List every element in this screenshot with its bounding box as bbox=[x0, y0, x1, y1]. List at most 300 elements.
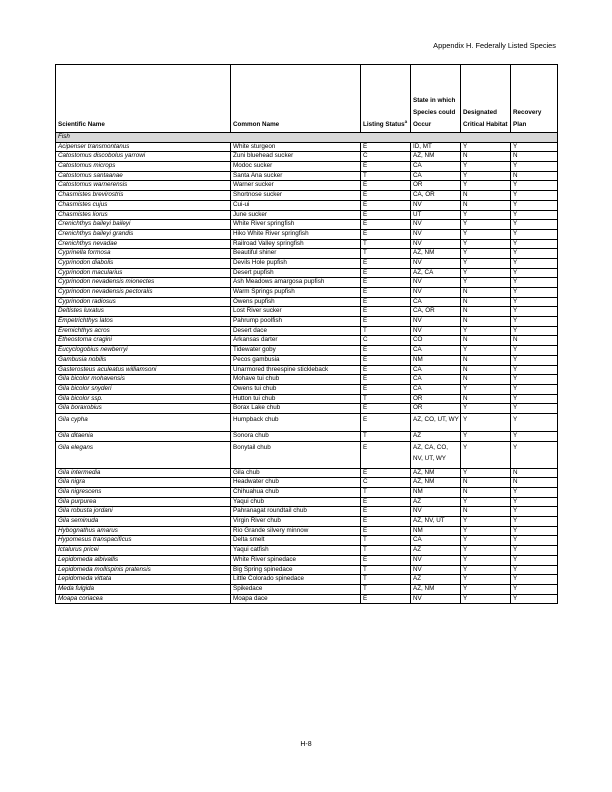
table-row bbox=[56, 384, 558, 394]
state-cell: CA, OR bbox=[411, 191, 461, 201]
table-row bbox=[56, 365, 558, 375]
common-name-cell: Beautiful shiner bbox=[231, 249, 361, 259]
listing-status-cell: E bbox=[361, 220, 411, 230]
state-cell: CA bbox=[411, 162, 461, 172]
listing-status-cell: T bbox=[361, 249, 411, 259]
table-row bbox=[56, 546, 558, 556]
listing-status-cell: E bbox=[361, 297, 411, 307]
common-name-cell: Borax Lake chub bbox=[231, 404, 361, 414]
state-cell: AZ, NM bbox=[411, 478, 461, 488]
critical-habitat-cell: Y bbox=[461, 258, 511, 268]
common-name-cell: Unarmored threespine stickleback bbox=[231, 365, 361, 375]
scientific-name-cell: Cyprinodon radiosus bbox=[56, 297, 231, 307]
recovery-plan-cell: Y bbox=[511, 239, 558, 249]
common-name-cell: Hiko White River springfish bbox=[231, 229, 361, 239]
scientific-name-cell: Meda fulgida bbox=[56, 584, 231, 594]
recovery-plan-cell: Y bbox=[511, 365, 558, 375]
scientific-name-cell: Gila robusta jordani bbox=[56, 507, 231, 517]
scientific-name-cell: Hybognathus amarus bbox=[56, 526, 231, 536]
recovery-plan-cell: Y bbox=[511, 142, 558, 152]
critical-habitat-cell: N bbox=[461, 478, 511, 488]
critical-habitat-cell: N bbox=[461, 191, 511, 201]
critical-habitat-cell: Y bbox=[461, 431, 511, 441]
common-name-cell: Moapa dace bbox=[231, 594, 361, 604]
listing-status-cell: E bbox=[361, 268, 411, 278]
listing-status-cell: T bbox=[361, 431, 411, 441]
table-row bbox=[56, 565, 558, 575]
table-row bbox=[56, 152, 558, 162]
recovery-plan-cell: Y bbox=[511, 191, 558, 201]
table-row bbox=[56, 394, 558, 404]
critical-habitat-cell: N bbox=[461, 336, 511, 346]
state-cell: AZ bbox=[411, 497, 461, 507]
listing-status-cell: T bbox=[361, 394, 411, 404]
recovery-plan-cell: Y bbox=[511, 488, 558, 498]
col-common-name: Common Name bbox=[231, 65, 361, 133]
state-cell: NV bbox=[411, 239, 461, 249]
common-name-cell: Humpback chub bbox=[231, 413, 361, 431]
critical-habitat-cell: N bbox=[461, 355, 511, 365]
critical-habitat-cell: N bbox=[461, 488, 511, 498]
scientific-name-cell: Chasmistes cujus bbox=[56, 200, 231, 210]
state-cell: AZ, CA bbox=[411, 268, 461, 278]
common-name-cell: Rio Grande silvery minnow bbox=[231, 526, 361, 536]
recovery-plan-cell: Y bbox=[511, 497, 558, 507]
listing-status-cell: E bbox=[361, 468, 411, 478]
scientific-name-cell: Gasterosteus aculeatus williamsoni bbox=[56, 365, 231, 375]
state-cell: AZ, NV, UT bbox=[411, 517, 461, 527]
header-row bbox=[56, 65, 558, 133]
state-cell: NV bbox=[411, 594, 461, 604]
common-name-cell: Gila chub bbox=[231, 468, 361, 478]
state-cell: AZ, NM bbox=[411, 152, 461, 162]
col-critical-habitat: Designated Critical Habitat bbox=[461, 65, 511, 133]
listing-status-cell: E bbox=[361, 278, 411, 288]
scientific-name-cell: Catostomus santaanae bbox=[56, 171, 231, 181]
recovery-plan-cell: Y bbox=[511, 413, 558, 431]
table-row bbox=[56, 288, 558, 298]
table-row bbox=[56, 142, 558, 152]
recovery-plan-cell: N bbox=[511, 478, 558, 488]
critical-habitat-cell: Y bbox=[461, 220, 511, 230]
common-name-cell: Hutton tui chub bbox=[231, 394, 361, 404]
state-cell: NV bbox=[411, 317, 461, 327]
scientific-name-cell: Gila seminuda bbox=[56, 517, 231, 527]
table-row bbox=[56, 258, 558, 268]
recovery-plan-cell: Y bbox=[511, 394, 558, 404]
scientific-name-cell: Gila intermedia bbox=[56, 468, 231, 478]
listing-status-cell: E bbox=[361, 181, 411, 191]
critical-habitat-cell: Y bbox=[461, 575, 511, 585]
table-row bbox=[56, 249, 558, 259]
listing-status-cell: E bbox=[361, 142, 411, 152]
state-cell: NV bbox=[411, 326, 461, 336]
table-row bbox=[56, 317, 558, 327]
scientific-name-cell: Gila bicolor mohavensis bbox=[56, 375, 231, 385]
table-row bbox=[56, 478, 558, 488]
listing-status-cell: E bbox=[361, 555, 411, 565]
scientific-name-cell: Etheostoma cragini bbox=[56, 336, 231, 346]
recovery-plan-cell: Y bbox=[511, 441, 558, 468]
table-row bbox=[56, 181, 558, 191]
listing-status-cell: E bbox=[361, 441, 411, 468]
scientific-name-cell: Chasmistes brevirostris bbox=[56, 191, 231, 201]
table-row bbox=[56, 441, 558, 468]
critical-habitat-cell: N bbox=[461, 200, 511, 210]
state-cell: NV bbox=[411, 555, 461, 565]
critical-habitat-cell: Y bbox=[461, 142, 511, 152]
common-name-cell: Warner sucker bbox=[231, 181, 361, 191]
common-name-cell: Little Colorado spinedace bbox=[231, 575, 361, 585]
table-row bbox=[56, 278, 558, 288]
listing-status-cell: E bbox=[361, 288, 411, 298]
common-name-cell: Sonora chub bbox=[231, 431, 361, 441]
table-row bbox=[56, 536, 558, 546]
state-cell: AZ, CO, UT, WY bbox=[411, 413, 461, 431]
common-name-cell: Pecos gambusia bbox=[231, 355, 361, 365]
state-cell: CA bbox=[411, 536, 461, 546]
scientific-name-cell: Crenichthys baileyi grandis bbox=[56, 229, 231, 239]
recovery-plan-cell: Y bbox=[511, 288, 558, 298]
state-cell: OR bbox=[411, 404, 461, 414]
recovery-plan-cell: Y bbox=[511, 575, 558, 585]
table-row bbox=[56, 555, 558, 565]
table-row bbox=[56, 326, 558, 336]
listing-status-cell: E bbox=[361, 594, 411, 604]
scientific-name-cell: Gila ditaenia bbox=[56, 431, 231, 441]
scientific-name-cell: Empetrichthys latos bbox=[56, 317, 231, 327]
state-cell: CA bbox=[411, 365, 461, 375]
recovery-plan-cell: Y bbox=[511, 431, 558, 441]
listing-status-cell: T bbox=[361, 584, 411, 594]
common-name-cell: Owens pupfish bbox=[231, 297, 361, 307]
listing-status-cell: E bbox=[361, 162, 411, 172]
table-row bbox=[56, 171, 558, 181]
table-row bbox=[56, 488, 558, 498]
scientific-name-cell: Acipenser transmontanus bbox=[56, 142, 231, 152]
recovery-plan-cell: Y bbox=[511, 278, 558, 288]
listing-status-cell: E bbox=[361, 517, 411, 527]
critical-habitat-cell: Y bbox=[461, 278, 511, 288]
state-cell: AZ bbox=[411, 546, 461, 556]
state-cell: CA bbox=[411, 171, 461, 181]
critical-habitat-cell: Y bbox=[461, 249, 511, 259]
table-row bbox=[56, 594, 558, 604]
recovery-plan-cell: N bbox=[511, 152, 558, 162]
scientific-name-cell: Cyprinodon diabolis bbox=[56, 258, 231, 268]
common-name-cell: Yaqui catfish bbox=[231, 546, 361, 556]
critical-habitat-cell: Y bbox=[461, 565, 511, 575]
common-name-cell: Spikedace bbox=[231, 584, 361, 594]
table-row bbox=[56, 200, 558, 210]
critical-habitat-cell: Y bbox=[461, 546, 511, 556]
scientific-name-cell: Cyprinella formosa bbox=[56, 249, 231, 259]
critical-habitat-cell: Y bbox=[461, 584, 511, 594]
recovery-plan-cell: Y bbox=[511, 355, 558, 365]
scientific-name-cell: Lepidomeda albivallis bbox=[56, 555, 231, 565]
state-cell: CA bbox=[411, 297, 461, 307]
common-name-cell: Headwater chub bbox=[231, 478, 361, 488]
recovery-plan-cell: Y bbox=[511, 375, 558, 385]
scientific-name-cell: Catostomus microps bbox=[56, 162, 231, 172]
table-row bbox=[56, 526, 558, 536]
critical-habitat-cell: N bbox=[461, 307, 511, 317]
common-name-cell: Pahrump poolfish bbox=[231, 317, 361, 327]
listing-status-cell: E bbox=[361, 258, 411, 268]
state-cell: AZ, NM bbox=[411, 584, 461, 594]
listing-status-cell: E bbox=[361, 191, 411, 201]
recovery-plan-cell: Y bbox=[511, 594, 558, 604]
recovery-plan-cell: Y bbox=[511, 536, 558, 546]
common-name-cell: Pahranagat roundtail chub bbox=[231, 507, 361, 517]
critical-habitat-cell: Y bbox=[461, 346, 511, 356]
common-name-cell: Ash Meadows amargosa pupfish bbox=[231, 278, 361, 288]
critical-habitat-cell: Y bbox=[461, 497, 511, 507]
listing-status-cell: E bbox=[361, 404, 411, 414]
state-cell: NV bbox=[411, 288, 461, 298]
recovery-plan-cell: Y bbox=[511, 200, 558, 210]
state-cell: CA bbox=[411, 384, 461, 394]
group-row-fish bbox=[56, 133, 558, 143]
recovery-plan-cell: Y bbox=[511, 258, 558, 268]
species-table bbox=[55, 64, 558, 604]
listing-status-cell: E bbox=[361, 375, 411, 385]
critical-habitat-cell: N bbox=[461, 365, 511, 375]
recovery-plan-cell: Y bbox=[511, 546, 558, 556]
critical-habitat-cell: Y bbox=[461, 594, 511, 604]
recovery-plan-cell: Y bbox=[511, 517, 558, 527]
state-cell: NV bbox=[411, 200, 461, 210]
listing-status-cell: C bbox=[361, 478, 411, 488]
state-cell: NM bbox=[411, 526, 461, 536]
running-header: Appendix H. Federally Listed Species bbox=[433, 41, 556, 50]
recovery-plan-cell: Y bbox=[511, 297, 558, 307]
critical-habitat-cell: Y bbox=[461, 181, 511, 191]
state-cell: OR bbox=[411, 181, 461, 191]
table-row bbox=[56, 497, 558, 507]
critical-habitat-cell: Y bbox=[461, 326, 511, 336]
group-label: Fish bbox=[56, 133, 558, 143]
table-row bbox=[56, 268, 558, 278]
critical-habitat-cell: Y bbox=[461, 526, 511, 536]
scientific-name-cell: Crenichthys nevadae bbox=[56, 239, 231, 249]
scientific-name-cell: Gila purpurea bbox=[56, 497, 231, 507]
scientific-name-cell: Eucyclogobius newberryi bbox=[56, 346, 231, 356]
state-cell: NV bbox=[411, 220, 461, 230]
listing-status-cell: E bbox=[361, 317, 411, 327]
critical-habitat-cell: Y bbox=[461, 229, 511, 239]
recovery-plan-cell: Y bbox=[511, 346, 558, 356]
recovery-plan-cell: Y bbox=[511, 220, 558, 230]
table-row bbox=[56, 584, 558, 594]
listing-status-cell: E bbox=[361, 497, 411, 507]
critical-habitat-cell: Y bbox=[461, 268, 511, 278]
common-name-cell: Desert dace bbox=[231, 326, 361, 336]
listing-status-cell: T bbox=[361, 239, 411, 249]
critical-habitat-cell: N bbox=[461, 152, 511, 162]
state-cell: NM bbox=[411, 488, 461, 498]
scientific-name-cell: Cyprinodon nevadensis pectoralis bbox=[56, 288, 231, 298]
recovery-plan-cell: N bbox=[511, 468, 558, 478]
scientific-name-cell: Gila bicolor ssp. bbox=[56, 394, 231, 404]
common-name-cell: White sturgeon bbox=[231, 142, 361, 152]
listing-status-cell: T bbox=[361, 171, 411, 181]
common-name-cell: Shortnose sucker bbox=[231, 191, 361, 201]
critical-habitat-cell: N bbox=[461, 394, 511, 404]
listing-status-cell: E bbox=[361, 507, 411, 517]
col-scientific-name: Scientific Name bbox=[56, 65, 231, 133]
listing-status-cell: T bbox=[361, 326, 411, 336]
table-row bbox=[56, 404, 558, 414]
table-row bbox=[56, 413, 558, 431]
common-name-cell: Modoc sucker bbox=[231, 162, 361, 172]
common-name-cell: Virgin River chub bbox=[231, 517, 361, 527]
state-cell: CA bbox=[411, 346, 461, 356]
recovery-plan-cell: Y bbox=[511, 326, 558, 336]
table-row bbox=[56, 375, 558, 385]
scientific-name-cell: Hypomesus transpacificus bbox=[56, 536, 231, 546]
critical-habitat-cell: Y bbox=[461, 210, 511, 220]
state-cell: CA bbox=[411, 375, 461, 385]
critical-habitat-cell: N bbox=[461, 288, 511, 298]
listing-status-cell: E bbox=[361, 384, 411, 394]
recovery-plan-cell: Y bbox=[511, 229, 558, 239]
table-row bbox=[56, 297, 558, 307]
listing-status-cell: T bbox=[361, 575, 411, 585]
recovery-plan-cell: Y bbox=[511, 210, 558, 220]
scientific-name-cell: Chasmistes liorus bbox=[56, 210, 231, 220]
recovery-plan-cell: Y bbox=[511, 384, 558, 394]
table-row bbox=[56, 346, 558, 356]
scientific-name-cell: Gila elegans bbox=[56, 441, 231, 468]
table-row bbox=[56, 191, 558, 201]
scientific-name-cell: Lepidomeda vittata bbox=[56, 575, 231, 585]
state-cell: NV bbox=[411, 278, 461, 288]
recovery-plan-cell: Y bbox=[511, 268, 558, 278]
state-cell: CA, OR bbox=[411, 307, 461, 317]
recovery-plan-cell: Y bbox=[511, 317, 558, 327]
recovery-plan-cell: Y bbox=[511, 584, 558, 594]
state-cell: AZ, CA, CO, NV, UT, WY bbox=[411, 441, 461, 468]
critical-habitat-cell: Y bbox=[461, 555, 511, 565]
col-state: State in which Species could Occur bbox=[411, 65, 461, 133]
table-row bbox=[56, 575, 558, 585]
table-row bbox=[56, 162, 558, 172]
recovery-plan-cell: N bbox=[511, 336, 558, 346]
recovery-plan-cell: Y bbox=[511, 404, 558, 414]
state-cell: AZ, NM bbox=[411, 249, 461, 259]
listing-status-cell: T bbox=[361, 536, 411, 546]
listing-status-cell: E bbox=[361, 229, 411, 239]
col-listing-status-label: Listing Status bbox=[363, 121, 405, 128]
recovery-plan-cell: Y bbox=[511, 249, 558, 259]
page-number: H-8 bbox=[300, 741, 312, 748]
critical-habitat-cell: N bbox=[461, 507, 511, 517]
critical-habitat-cell: N bbox=[461, 375, 511, 385]
table-row bbox=[56, 355, 558, 365]
table-row bbox=[56, 239, 558, 249]
common-name-cell: Desert pupfish bbox=[231, 268, 361, 278]
critical-habitat-cell: N bbox=[461, 317, 511, 327]
critical-habitat-cell: Y bbox=[461, 384, 511, 394]
listing-status-cell: E bbox=[361, 365, 411, 375]
listing-status-cell: E bbox=[361, 413, 411, 431]
state-cell: NM bbox=[411, 355, 461, 365]
recovery-plan-cell: N bbox=[511, 171, 558, 181]
col-recovery-plan: Recovery Plan bbox=[511, 65, 558, 133]
critical-habitat-cell: Y bbox=[461, 171, 511, 181]
state-cell: ID, MT bbox=[411, 142, 461, 152]
recovery-plan-cell: Y bbox=[511, 555, 558, 565]
common-name-cell: Yaqui chub bbox=[231, 497, 361, 507]
recovery-plan-cell: Y bbox=[511, 181, 558, 191]
common-name-cell: White River springfish bbox=[231, 220, 361, 230]
listing-status-cell: E bbox=[361, 200, 411, 210]
scientific-name-cell: Eremichthys acros bbox=[56, 326, 231, 336]
common-name-cell: Big Spring spinedace bbox=[231, 565, 361, 575]
common-name-cell: June sucker bbox=[231, 210, 361, 220]
listing-status-cell: T bbox=[361, 546, 411, 556]
critical-habitat-cell: Y bbox=[461, 162, 511, 172]
listing-status-cell: C bbox=[361, 152, 411, 162]
scientific-name-cell: Cyprinodon nevadensis mionectes bbox=[56, 278, 231, 288]
scientific-name-cell: Deltistes luxatus bbox=[56, 307, 231, 317]
common-name-cell: Arkansas darter bbox=[231, 336, 361, 346]
listing-status-cell: E bbox=[361, 355, 411, 365]
listing-status-cell: E bbox=[361, 526, 411, 536]
critical-habitat-cell: Y bbox=[461, 239, 511, 249]
state-cell: NV bbox=[411, 258, 461, 268]
state-cell: UT bbox=[411, 210, 461, 220]
critical-habitat-cell: Y bbox=[461, 413, 511, 431]
table-row bbox=[56, 307, 558, 317]
common-name-cell: Bonytail chub bbox=[231, 441, 361, 468]
scientific-name-cell: Gila nigrescens bbox=[56, 488, 231, 498]
listing-status-cell: C bbox=[361, 336, 411, 346]
state-cell: OR bbox=[411, 394, 461, 404]
critical-habitat-cell: N bbox=[461, 297, 511, 307]
common-name-cell: Zuni bluehead sucker bbox=[231, 152, 361, 162]
scientific-name-cell: Moapa coriacea bbox=[56, 594, 231, 604]
critical-habitat-cell: Y bbox=[461, 441, 511, 468]
scientific-name-cell: Catostomus warnerensis bbox=[56, 181, 231, 191]
common-name-cell: Warm Springs pupfish bbox=[231, 288, 361, 298]
common-name-cell: Railroad Valley springfish bbox=[231, 239, 361, 249]
common-name-cell: Lost River sucker bbox=[231, 307, 361, 317]
table-row bbox=[56, 336, 558, 346]
scientific-name-cell: Gambusia nobilis bbox=[56, 355, 231, 365]
common-name-cell: Santa Ana sucker bbox=[231, 171, 361, 181]
scientific-name-cell: Gila cypha bbox=[56, 413, 231, 431]
state-cell: NV bbox=[411, 565, 461, 575]
recovery-plan-cell: Y bbox=[511, 307, 558, 317]
critical-habitat-cell: Y bbox=[461, 517, 511, 527]
col-listing-status bbox=[361, 65, 411, 133]
common-name-cell: Mohave tui chub bbox=[231, 375, 361, 385]
common-name-cell: Cui-ui bbox=[231, 200, 361, 210]
state-cell: AZ bbox=[411, 575, 461, 585]
state-cell: AZ, NM bbox=[411, 468, 461, 478]
table-row bbox=[56, 229, 558, 239]
scientific-name-cell: Gila bicolor snyderi bbox=[56, 384, 231, 394]
listing-status-cell: E bbox=[361, 210, 411, 220]
state-cell: NV bbox=[411, 229, 461, 239]
table-row bbox=[56, 468, 558, 478]
table-row bbox=[56, 517, 558, 527]
listing-status-cell: E bbox=[361, 346, 411, 356]
table-row bbox=[56, 210, 558, 220]
table-row bbox=[56, 507, 558, 517]
